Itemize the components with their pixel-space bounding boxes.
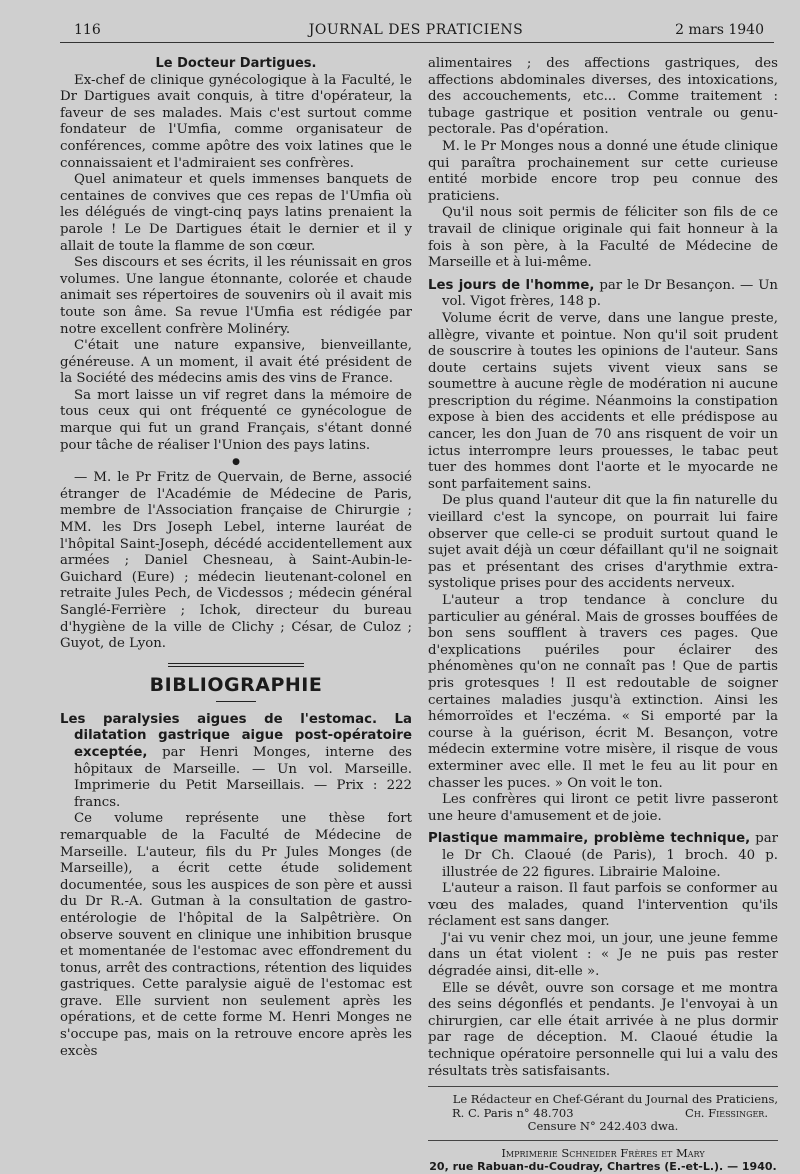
obituary-paragraph: Ex-chef de clinique gynécologique à la Faculté, le Dr Dartigues avait conquis, à titre d'opérateur, la faveur de ses malades. Mais c'est surtout comme fondateur de l'Umfia, comme organisateur de conférences, comme apôtre des voix latines que le connaissaient et l'admiraient ses confrères. <box>60 72 412 171</box>
review-paragraph: Volume écrit de verve, dans une langue preste, allègre, vivante et pointue. Non qu'il soit prudent de souscrire à toutes les opinions de l'auteur. Sans doute certains sujets vivent vieux sans se soumettre à aucune règle de modération ni aucune prescription du régime. Néanmoins la constipation expose à bien des accidents et elle prédispose au cancer, les don Juan de 70 ans risquent de voir un ictus interrompre leurs prouesses, le tabac peut tuer des hommes dont l'aorte et le myocarde ne sont parfaitement sains. <box>428 310 778 492</box>
book-entry <box>60 712 412 1060</box>
obituary-paragraph: Quel animateur et quels immenses banquets de centaines de convives que ces repas de l'Umfia où les délégués de vingt-cinq pays latins prenaient la parole ! Le De Dartigues était le dernier et il y allait de toute la flamme de son cœur. <box>60 172 412 254</box>
book-entry <box>428 831 778 1080</box>
footer-rule <box>428 1086 778 1087</box>
footer-redacteur: Le Rédacteur en Chef-Gérant du Journal des Praticiens, <box>452 1092 778 1107</box>
footer-imprimerie: Imprimerie Schneider Frères et Mary <box>501 1145 705 1160</box>
header-rule <box>60 42 774 43</box>
bibliography-heading: BIBLIOGRAPHIE <box>149 673 323 696</box>
obituary-heading: Le Docteur Dartigues. <box>155 56 317 71</box>
footer-editor-name: Ch. Fiessinger. <box>685 1105 768 1120</box>
book-title: Les jours de l'homme, <box>428 277 595 293</box>
short-rule <box>216 701 256 702</box>
review-paragraph: Qu'il nous soit permis de féliciter son fils de ce travail de clinique originale qui fait honneur à la fois à son père, à la Faculté de Médecine de Marseille et à lui-même. <box>428 205 778 271</box>
double-rule <box>168 663 304 667</box>
review-paragraph: L'auteur a raison. Il faut parfois se conformer au vœu des malades, quand l'intervention qu'ils réclament est sans danger. <box>428 881 778 930</box>
review-paragraph: alimentaires ; des affections gastriques, des affections abdominales diverses, des intoxications, des accouchements, etc... Comme traitement : tubage gastrique et position ventrale ou genu-pectorale. Pas d'opération. <box>428 56 778 138</box>
obituary-paragraph: C'était une nature expansive, bienveillante, généreuse. A un moment, il avait été président de la Société des médecins amis des vins de France. <box>60 338 412 387</box>
review-paragraph: Ce volume représente une thèse fort remarquable de la Faculté de Médecine de Marseille. L'auteur, fils du Pr Jules Monges (de Marseille), a écrit cette étude solidement documentée, sous les auspices de son père et aussi du Dr R.-A. Gutman à la consultation de gastro-entérologie de l'hôpital de la Salpêtrière. On observe souvent en clinique une inhibition brusque et momentanée de l'estomac avec effondrement du tonus, arrêt des contractions, rétention des liquides gastriques. Cette paralysie aiguë de l'estomac est grave. Elle survient non seulement après les opérations, et de cette forme M. Henri Monges ne s'occupe pas, mais on la retrouve encore après les excès <box>60 811 412 1059</box>
footer-rc: R. C. Paris n° 48.703 <box>452 1105 574 1120</box>
deaths-paragraph: — M. le Pr Fritz de Quervain, de Berne, associé étranger de l'Académie de Médecine de Paris, membre de l'Association française de Chirurgie ; MM. les Drs Joseph Lebel, interne lauréat de l'hôpital Saint-Joseph, décédé accidentellement aux armées ; Daniel Chesneau, à Saint-Aubin-le-Guichard (Eure) ; médecin lieutenant-colonel en retraite Jules Pech, de Vicdessos ; médecin général Sanglé-Ferrière ; Ichok, directeur du bureau d'hygiène de la ville de Clichy ; César, de Culoz ; Guyot, de Lyon. <box>60 470 412 652</box>
book-entry-heading <box>428 278 778 311</box>
book-info: par le Dr Besançon. — Un vol. Vigot frères, 148 p. <box>442 277 778 310</box>
review-paragraph: Les confrères qui liront ce petit livre passeront une heure d'amusement et de joie. <box>428 792 778 824</box>
publisher-footer <box>428 1093 778 1174</box>
book-entry-heading <box>428 831 778 881</box>
footer-censure: Censure N° 242.403 dwa. <box>527 1119 679 1134</box>
review-paragraph: L'auteur a trop tendance à conclure du particulier au général. Mais de grosses bouffées de bon sens soufflent à travers ces pages. Que d'explications puériles pour éclairer des phénomènes qu'on ne connaît pas ! Que de partis pris grotesques ! Il est redoutable de soigner certaines maladies jusqu'à extinction. Ainsi les hémorroïdes et l'eczéma. « Si emporté par la course à la guérison, écrit M. Besançon, votre médecin extermine votre misère, il risque de vous exterminer avec elle. Il met le feu au lit pour en chasser les puces. » On voit le ton. <box>428 593 778 791</box>
review-paragraph: Elle se dévêt, ouvre son corsage et me montra des seins dégonflés et pendants. Je l'envoyai à un chirurgien, car elle était arrivée à ne plus dormir par rage de déception. M. Claoué étudie la technique opératoire personnelle qui lui a valu des résultats très satisfaisants. <box>428 980 778 1079</box>
book-info: par le Dr Ch. Claoué (de Paris), 1 broch. 40 p. illustrée de 22 figures. Librairie Maloine. <box>442 831 779 880</box>
book-title: Plastique mammaire, problème technique, <box>428 831 751 847</box>
obituary-paragraph: Sa mort laisse un vif regret dans la mémoire de tous ceux qui ont fréquenté ce gynécologue de marque qui fut un grand Français, s'étant donné pour tâche de réaliser l'Union des pays latins. <box>60 387 412 453</box>
book-title: Les paralysies aigues de l'estomac. La dilatation gastrique aigue post-opératoire exceptée, <box>60 711 412 760</box>
review-paragraph: M. le Pr Monges nous a donné une étude clinique qui paraîtra prochainement sur cette curieuse entité morbide encore trop peu connue des praticiens. <box>428 138 778 204</box>
review-paragraph: J'ai vu venir chez moi, un jour, une jeune femme dans un état violent : « Je ne puis pas rester dégradée ainsi, dit-elle ». <box>428 930 778 980</box>
page-number: 116 <box>74 22 101 38</box>
section-bullet: ● <box>232 457 240 468</box>
obituary-paragraph: Ses discours et ses écrits, il les réunissait en gros volumes. Une langue étonnante, colorée et chaude animait ses répertoires de souvenirs où il avait mis toute son âme. Sa revue l'Umfia est rédigée par notre excellent confrère Molinéry. <box>60 255 412 337</box>
book-info: par Henri Monges, interne des hôpitaux de Marseille. — Un vol. Marseille. Imprimerie du Petit Marseillais. — Prix : 222 francs. <box>74 744 412 810</box>
issue-date: 2 mars 1940 <box>675 22 764 38</box>
book-entry <box>428 278 778 826</box>
journal-title: JOURNAL DES PRATICIENS <box>308 22 524 38</box>
footer-inner-rule <box>428 1140 778 1141</box>
right-column <box>428 56 778 1174</box>
book-entry-heading <box>60 712 412 812</box>
footer-address: 20, rue Rabuan-du-Coudray, Chartres (E.-et-L.). — 1940. <box>429 1160 777 1174</box>
footer-row <box>428 1107 778 1121</box>
review-paragraph: De plus quand l'auteur dit que la fin naturelle du vieillard c'est la syncope, on pourrait lui faire observer que celle-ci se produit surtout quand le sujet avait déjà un cœur défaillant qu'il ne soignait pas et présentant des crises d'arythmie extra-systolique prises pour des accidents nerveux. <box>428 493 778 592</box>
left-column <box>60 56 412 1060</box>
page-header <box>60 18 772 42</box>
